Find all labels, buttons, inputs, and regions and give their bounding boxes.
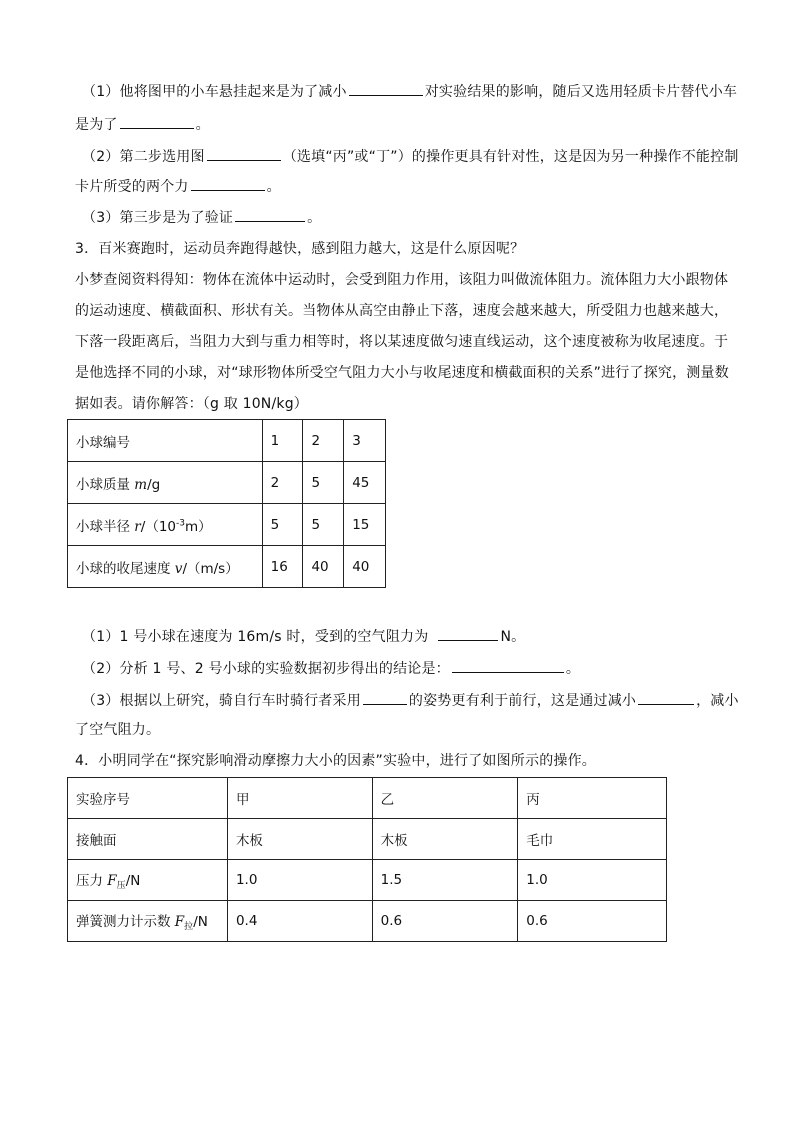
q3-sub3-text-b: 的姿势更有利于前行，这是通过减小 — [408, 693, 637, 709]
q3-para-line-4: 是他选择不同的小球，对“球形物体所受空气阻力大小与收尾速度和横截面积的关系”进行了探究，测量数 — [75, 365, 729, 381]
variable-symbol: F — [107, 873, 117, 889]
exponent: -3 — [176, 518, 185, 528]
label-unit-end: m） — [184, 518, 212, 535]
q2-sub1-line1 — [82, 81, 737, 102]
label-unit: /（10 — [140, 518, 176, 535]
q3-para-line-5: 据如表。请你解答：（g 取 10N/kg） — [75, 396, 308, 412]
table-cell-label: 小球编号 — [68, 420, 263, 462]
table-row — [68, 546, 386, 588]
table-cell-label — [68, 462, 263, 504]
q3-sub3-blank-2[interactable] — [638, 690, 694, 705]
table-cell-label — [68, 504, 263, 546]
variable-symbol: r — [134, 518, 141, 535]
q2-sub3-text-a: （3）第三步是为了验证 — [82, 210, 234, 226]
ball-data-table — [67, 419, 386, 588]
table-cell: 1.0 — [518, 860, 667, 901]
q3-sub2-text-a: （2）分析 1 号、2 号小球的实验数据初步得出的结论是： — [82, 661, 450, 677]
q2-sub2-text-b: （选填“丙”或“丁”）的操作更具有针对性，这是因为另一种操作不能控制 — [282, 149, 739, 165]
q2-sub1-text-c: 是为了 — [75, 117, 118, 133]
label-unit: /（m/s） — [182, 560, 239, 577]
table-cell: 1 — [262, 420, 303, 462]
q3-sub3-blank-1[interactable] — [363, 690, 407, 705]
label-unit: /N — [125, 873, 141, 889]
q3-sub2-blank[interactable] — [452, 658, 564, 673]
friction-data-table — [67, 777, 667, 942]
q3-sub3-line2: 了空气阻力。 — [75, 722, 161, 738]
table-cell: 甲 — [227, 778, 372, 819]
table-cell: 毛巾 — [518, 819, 667, 860]
table-row — [68, 504, 386, 546]
q3-sub2-text-b: 。 — [565, 661, 581, 677]
label-text: 小球的收尾速度 — [76, 560, 175, 577]
q2-sub2-blank-2[interactable] — [191, 176, 265, 191]
table-row — [68, 860, 667, 901]
q3-sub1-text-a: （1）1 号小球在速度为 16m/s 时，受到的空气阻力为 — [82, 629, 429, 645]
q2-sub3-text-b: 。 — [307, 210, 322, 226]
label-unit: /N — [193, 914, 208, 930]
table-cell-label: 实验序号 — [68, 778, 228, 819]
q3-para-line-2: 的运动速度、横截面积、形状有关。当物体从高空由静止下落，速度会越来越大，所受阻力也越来越大， — [75, 303, 729, 319]
q2-sub2-blank-1[interactable] — [207, 146, 281, 161]
label-text: 弹簧测力计示数 — [76, 914, 175, 930]
table-cell: 0.6 — [372, 901, 518, 942]
table-cell: 0.6 — [518, 901, 667, 942]
table-cell: 木板 — [372, 819, 518, 860]
table-cell-label: 接触面 — [68, 819, 228, 860]
q3-sub1-line — [82, 626, 525, 647]
variable-symbol: m — [134, 476, 148, 493]
q2-sub2-line1 — [82, 146, 739, 167]
q2-sub1-line2 — [75, 114, 210, 135]
q2-sub2-line2 — [75, 176, 281, 197]
q2-sub1-text-a: （1）他将图甲的小车悬挂起来是为了减小 — [82, 84, 347, 100]
table-row — [68, 420, 386, 462]
table-row — [68, 819, 667, 860]
q3-sub3-text-c: ，减小 — [696, 693, 739, 709]
label-text: 小球半径 — [76, 518, 135, 535]
table-cell: 1.5 — [372, 860, 518, 901]
q2-sub2-text-d: 。 — [266, 179, 281, 195]
variable-symbol: F — [174, 914, 185, 930]
table-cell: 木板 — [227, 819, 372, 860]
table-cell-label — [68, 546, 263, 588]
q3-sub2-line — [82, 658, 580, 679]
table-row — [68, 901, 667, 942]
table-cell: 5 — [303, 462, 344, 504]
q2-sub3-line — [82, 207, 321, 228]
q2-sub2-text-a: （2）第二步选用图 — [82, 149, 205, 165]
table-cell: 3 — [344, 420, 386, 462]
label-unit: /g — [147, 476, 161, 493]
label-text: 小球质量 — [76, 476, 135, 493]
table-cell: 40 — [303, 546, 344, 588]
table-cell: 1.0 — [227, 860, 372, 901]
table-cell: 5 — [262, 504, 303, 546]
q2-sub1-text-d: 。 — [195, 117, 210, 133]
q4-title: 4．小明同学在“探究影响滑动摩擦力大小的因素”实验中，进行了如图所示的操作。 — [75, 753, 597, 769]
q3-title: 3．百米赛跑时，运动员奔跑得越快，感到阻力越大，这是什么原因呢？ — [75, 241, 525, 257]
table-cell-label — [68, 901, 228, 942]
table-cell: 5 — [303, 504, 344, 546]
table-cell: 0.4 — [227, 901, 372, 942]
q3-para-line-1: 小梦查阅资料得知：物体在流体中运动时，会受到阻力作用，该阻力叫做流体阻力。流体阻力大小跟物体 — [75, 272, 729, 288]
q2-sub1-text-b: 对实验结果的影响，随后又选用轻质卡片替代小车 — [424, 84, 738, 100]
variable-subscript: 压 — [116, 881, 126, 891]
table-cell: 丙 — [518, 778, 667, 819]
table-cell: 2 — [303, 420, 344, 462]
q2-sub1-blank-2[interactable] — [120, 114, 194, 129]
q2-sub1-blank-1[interactable] — [349, 81, 423, 96]
q2-sub2-text-c: 卡片所受的两个力 — [75, 179, 189, 195]
label-text: 压力 — [76, 873, 108, 889]
q3-sub1-text-b: N。 — [500, 629, 526, 645]
table-cell: 乙 — [372, 778, 518, 819]
table-cell: 2 — [262, 462, 303, 504]
q3-sub1-blank[interactable] — [438, 626, 498, 641]
q3-para-line-3: 下落一段距离后，当阻力大到与重力相等时，将以某速度做匀速直线运动，这个速度被称为收尾速度。于 — [75, 334, 729, 350]
q3-sub3-text-a: （3）根据以上研究，骑自行车时骑行者采用 — [82, 693, 361, 709]
q3-sub3-line1 — [82, 690, 739, 711]
table-row — [68, 778, 667, 819]
table-cell: 40 — [344, 546, 386, 588]
q2-sub3-blank[interactable] — [235, 207, 305, 222]
variable-subscript: 拉 — [184, 922, 194, 932]
table-cell: 45 — [344, 462, 386, 504]
table-cell: 16 — [262, 546, 303, 588]
variable-symbol: v — [174, 560, 183, 577]
table-row — [68, 462, 386, 504]
table-cell: 15 — [344, 504, 386, 546]
table-cell-label — [68, 860, 228, 901]
